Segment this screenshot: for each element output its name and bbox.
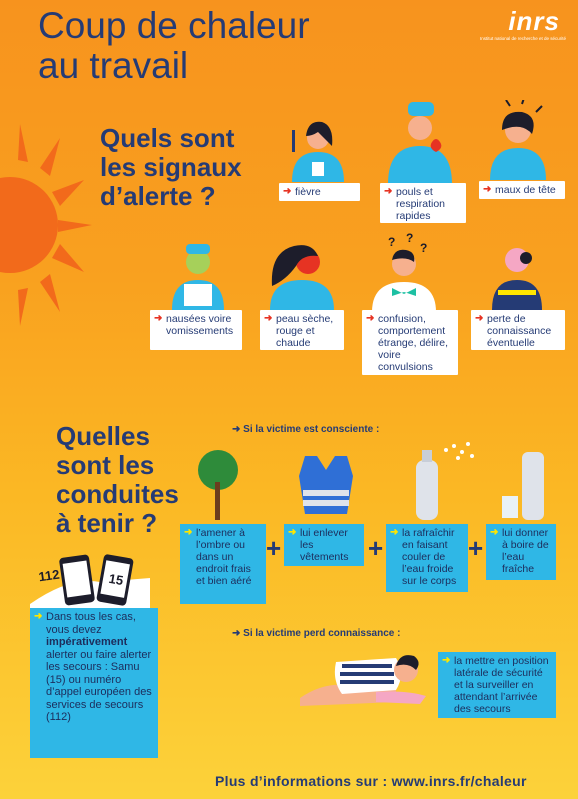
svg-text:?: ? (420, 241, 428, 255)
inrs-logo: inrs (508, 6, 560, 36)
person-fever-illustration (282, 112, 354, 182)
person-confusion-illustration (362, 232, 446, 312)
footer-link[interactable]: Plus d’informations sur : www.inrs.fr/chaleur (215, 773, 527, 789)
signal-card-confusion (362, 310, 458, 375)
alert-card (30, 608, 158, 758)
signal-card-headache (479, 181, 565, 199)
signal-card-nausea (150, 310, 242, 350)
person-headache-illustration (482, 100, 554, 180)
conscious-subheading: ➜ Si la victime est consciente : (232, 424, 380, 435)
arrow-icon: ➜ (442, 655, 451, 666)
arrow-icon: ➜ (264, 313, 273, 324)
signal-text: perte de connaissance éventuelle (487, 313, 552, 349)
recovery-position-illustration (296, 640, 436, 708)
spray-bottle-icon (410, 436, 480, 520)
arrow-icon: ➜ (384, 186, 393, 197)
svg-text:?: ? (388, 235, 396, 249)
vest-icon (295, 452, 357, 514)
signal-text: maux de tête (495, 184, 556, 196)
person-pulse-illustration (382, 96, 458, 184)
step-text: lui enlever les vêtements (300, 527, 349, 563)
arrow-icon: ➜ (390, 527, 399, 538)
water-bottle-icon (500, 446, 550, 520)
signal-text: fièvre (295, 186, 321, 198)
arrow-icon: ➜ (283, 186, 292, 197)
arrow-icon: ➜ (154, 313, 163, 324)
signal-text: peau sèche, rouge et chaude (276, 313, 334, 349)
step-card-cool-water (386, 524, 468, 592)
person-dry-skin-illustration (262, 236, 340, 310)
phone-number-15: 15 (107, 570, 125, 589)
signal-card-pulse (380, 183, 466, 223)
step-card-drink (486, 524, 556, 580)
signal-text: confusion, comportement étrange, délire, voire convulsions (378, 313, 449, 373)
arrow-icon: ➜ (490, 527, 499, 538)
arrow-icon: ➜ (483, 184, 492, 195)
step-text: la rafraîchir en faisant couler de l’eau froide sur le corps (402, 527, 457, 587)
plus-sign: + (266, 533, 282, 563)
person-unconscious-illustration (490, 236, 544, 310)
arrow-icon: ➜ (366, 313, 375, 324)
step-card-clothes (284, 524, 364, 566)
signal-card-fever (279, 183, 360, 201)
person-nausea-illustration (170, 236, 226, 310)
alert-text-b: alerter ou faire alerter les secours : Samu (15) ou numéro d’appel européen des services de secours (112) (46, 648, 152, 723)
step-card-recovery-position (438, 652, 556, 718)
page-title: Coup de chaleur au travail (38, 5, 310, 86)
plus-sign: + (468, 533, 484, 563)
step-card-shade (180, 524, 266, 604)
step-text: la mettre en position latérale de sécurité et la surveiller en attendant l’arrivée des secours (454, 655, 549, 715)
conduct-heading: Quelles sont les conduites à tenir ? (56, 421, 179, 538)
signals-heading: Quels sont les signaux d’alerte ? (100, 123, 242, 211)
signal-card-unconscious (471, 310, 565, 350)
plus-sign: + (368, 533, 384, 563)
alert-text-a: Dans tous les cas, vous devez (46, 611, 136, 636)
unconscious-subheading: ➜ Si la victime perd connaissance : (232, 628, 401, 639)
arrow-icon: ➜ (288, 527, 297, 538)
tree-icon (190, 448, 246, 520)
phone-number-112: 112 (37, 566, 61, 585)
step-text: l’amener à l’ombre ou dans un endroit frais et bien aéré (196, 527, 252, 587)
arrow-icon: ➜ (34, 611, 43, 622)
arrow-icon: ➜ (475, 313, 484, 324)
step-text: lui donner à boire de l’eau fraîche (502, 527, 549, 575)
alert-emphasis: impérativement (46, 636, 128, 648)
arrow-icon: ➜ (184, 527, 193, 538)
signal-text: nausées voire vomissements (166, 313, 234, 337)
sun-icon (0, 120, 95, 330)
signal-text: pouls et respiration rapides (396, 186, 446, 222)
logo-subtitle: Institut national de recherche et de sécurité (479, 36, 566, 41)
signal-card-dry-skin (260, 310, 344, 350)
svg-text:?: ? (406, 232, 414, 245)
